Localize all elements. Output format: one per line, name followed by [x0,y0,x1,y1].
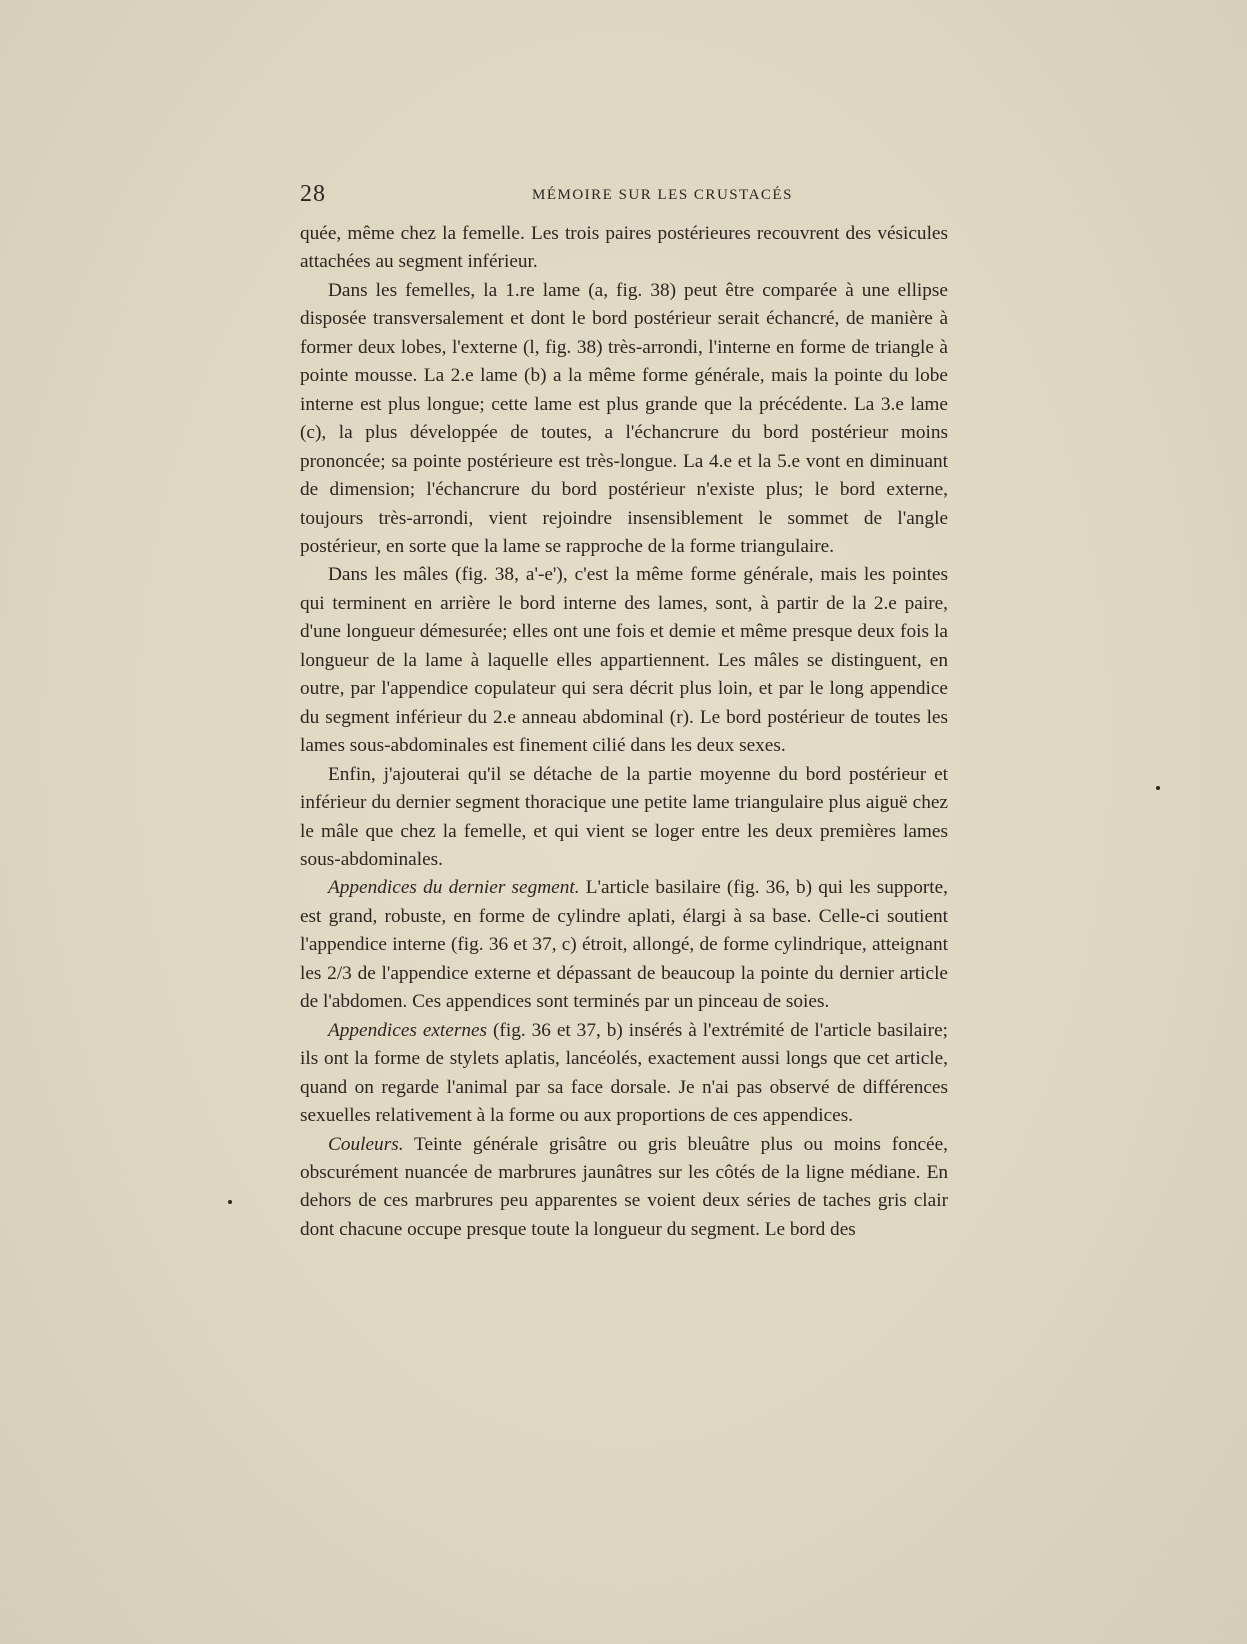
paragraph [300,220,948,277]
paragraph [300,561,948,760]
scan-speck [1156,786,1160,790]
paragraph-lead: Appendices du dernier segment. [328,877,580,899]
paragraph-text: Teinte générale grisâtre ou gris bleuâtre plus ou moins foncée, obscurément nuancée de marbrures jaunâtres sur les côtés de la ligne médiane. En dehors de ces marbrures peu apparentes se voient deux séries de taches gris clair dont chacune occupe presque toute la longueur du segment. Le bord des [300,1133,948,1240]
running-title: MÉMOIRE SUR LES CRUSTACÉS [532,187,793,203]
paragraph-text: Dans les mâles (fig. 38, a'-e'), c'est la même forme générale, mais les pointes qui terminent en arrière le bord interne des lames, sont, à partir de la 2.e paire, d'une longueur démesurée; elles ont une fois et demie et même presque deux fois la longueur de la lame à laquelle elles appartiennent. Les mâles se distinguent, en outre, par l'appendice copulateur qui sera décrit plus loin, et par le long appendice du segment inférieur du 2.e anneau abdominal (r). Le bord postérieur de toutes les lames sous-abdominales est finement cilié dans les deux sexes. [300,564,948,757]
paragraph [300,277,948,562]
paragraph [300,1131,948,1245]
running-header [300,181,940,211]
paragraph-text: Dans les femelles, la 1.re lame (a, fig. 38) peut être comparée à une ellipse disposée transversalement et dont le bord postérieur serait échancré, de manière à former deux lobes, l'externe (l, fig. 38) très-arrondi, l'interne en forme de triangle à pointe mousse. La 2.e lame (b) a la même forme générale, mais la pointe du lobe interne est plus longue; cette lame est plus grande que la précédente. La 3.e lame (c), la plus développée de toutes, a l'échancrure du bord postérieur moins prononcée; sa pointe postérieure est très-longue. La 4.e et la 5.e vont en diminuant de dimension; l'échancrure du bord postérieur n'existe plus; le bord externe, toujours très-arrondi, vient rejoindre insensiblement le sommet de l'angle postérieur, en sorte que la lame se rapproche de la forme triangulaire. [300,279,948,557]
paragraph [300,1017,948,1131]
body-text [300,220,948,1244]
paragraph-text: quée, même chez la femelle. Les trois paires postérieures recouvrent des vésicules attachées au segment inférieur. [300,223,948,273]
paragraph [300,761,948,875]
paragraph [300,874,948,1016]
paragraph-lead: Couleurs. [328,1133,404,1155]
paragraph-text: Enfin, j'ajouterai qu'il se détache de la partie moyenne du bord postérieur et inférieur du dernier segment thoracique une petite lame triangulaire plus aiguë chez le mâle que chez la femelle, et qui vient se loger entre les deux premières lames sous-abdominales. [300,763,948,870]
scan-speck [228,1200,232,1204]
paragraph-text: (fig. 36 et 37, b) insérés à l'extrémité de l'article basilaire; ils ont la forme de stylets aplatis, lancéolés, exactement aussi longs que cet article, quand on regarde l'animal par sa face dorsale. Je n'ai pas observé de différences sexuelles relativement à la forme ou aux proportions de ces appendices. [300,1019,949,1127]
paragraph-text: L'article basilaire (fig. 36, b) qui les supporte, est grand, robuste, en forme de cylindre aplati, élargi à sa base. Celle-ci soutient l'appendice interne (fig. 36 et 37, c) étroit, allongé, de forme cylindrique, atteignant les 2/3 de l'appendice externe et dépassant de beaucoup la pointe du dernier article de l'abdomen. Ces appendices sont terminés par un pinceau de soies. [300,877,948,1013]
paragraph-lead: Appendices externes [328,1019,488,1041]
page-number: 28 [300,181,326,207]
